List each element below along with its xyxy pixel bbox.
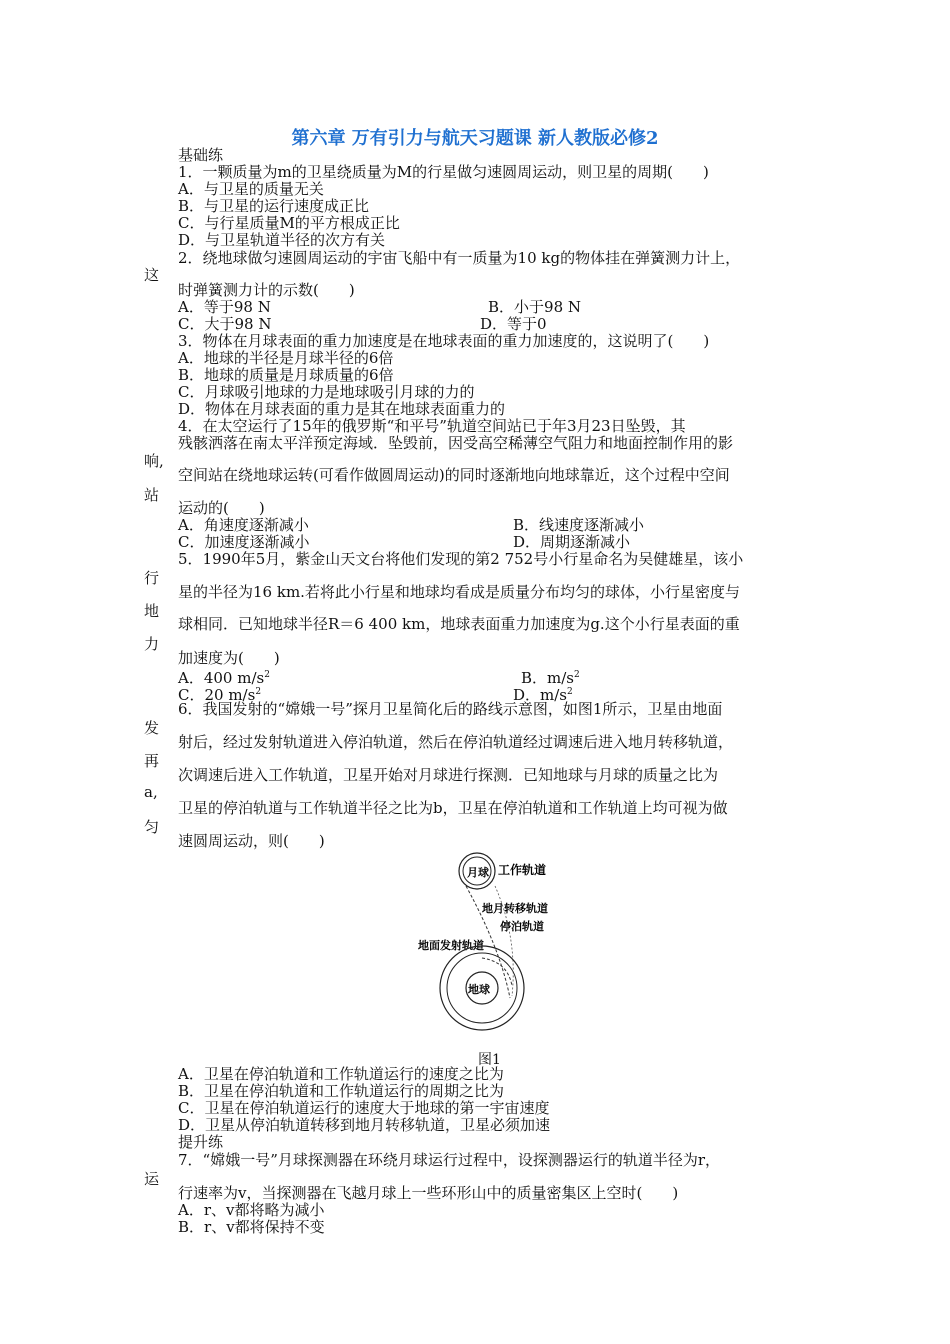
- q5-stem-line4: 加速度为( ): [178, 649, 280, 667]
- q1-option-d: D．与卫星轨道半径的次方有关: [178, 231, 386, 249]
- q6-option-d: D．卫星从停泊轨道转移到地月转移轨道，卫星必须加速: [178, 1116, 551, 1134]
- q5-stem-line3: 球相同．已知地球半径R＝6 400 km，地球表面重力加速度为g.这个小行星表面的重: [178, 615, 740, 633]
- orbit-diagram: [400, 848, 580, 1048]
- q6-stem-line2: 射后，经过发射轨道进入停泊轨道，然后在停泊轨道经过调速后进入地月转移轨道，: [178, 733, 734, 751]
- q5-option-c: C．20 $m/s^2$: [178, 686, 262, 704]
- q4-stem-line4: 运动的( ): [178, 499, 265, 517]
- margin-char: 匀: [144, 818, 160, 836]
- q4-option-c: C．加速度逐渐减小: [178, 533, 310, 551]
- margin-char: a,: [144, 783, 158, 801]
- work-orbit-label: 工作轨道: [498, 863, 547, 877]
- q6-option-c: C．卫星在停泊轨道运行的速度大于地球的第一宇宙速度: [178, 1099, 550, 1117]
- figure-caption: 图1: [478, 1052, 501, 1068]
- q1-stem: 1．一颗质量为m的卫星绕质量为M的行星做匀速圆周运动，则卫星的周期( ): [178, 163, 709, 181]
- q3-option-c: C．月球吸引地球的力是地球吸引月球的力的: [178, 383, 475, 401]
- margin-char: 行: [144, 569, 160, 587]
- margin-char: 再: [144, 752, 160, 770]
- parking-orbit-label: 停泊轨道: [500, 920, 544, 933]
- q7-option-a: A．r、v都将略为减小: [178, 1201, 325, 1219]
- q4-stem-line1: 4．在太空运行了15年的俄罗斯“和平号”轨道空间站已于年3月23日坠毁，其: [178, 417, 686, 435]
- margin-char: 发: [144, 719, 160, 737]
- q1-option-c: C．与行星质量M的平方根成正比: [178, 214, 400, 232]
- q4-stem-line2: 残骸洒落在南太平洋预定海域．坠毁前，因受高空稀薄空气阻力和地面控制作用的影: [178, 434, 734, 452]
- margin-char: 力: [144, 635, 160, 653]
- q2-stem-line2: 时弹簧测力计的示数( ): [178, 281, 355, 299]
- q2-option-d: D．等于0: [480, 315, 547, 333]
- margin-char: 这: [144, 266, 160, 284]
- q6-stem-line5: 速圆周运动，则( ): [178, 832, 325, 850]
- transfer-orbit-label: 地月转移轨道: [482, 902, 548, 915]
- q6-option-b: B．卫星在停泊轨道和工作轨道运行的周期之比为: [178, 1082, 505, 1100]
- q5-stem-line1: 5．1990年5月，紫金山天文台将他们发现的第2 752号小行星命名为吴健雄星，该小: [178, 550, 744, 568]
- q6-stem-line1: 6．我国发射的“嫦娥一号”探月卫星简化后的路线示意图，如图1所示，卫星由地面: [178, 700, 723, 718]
- q3-option-d: D．物体在月球表面的重力是其在地球表面重力的: [178, 400, 506, 418]
- earth-label: 地球: [468, 983, 490, 996]
- q7-stem-line2: 行速率为v，当探测器在飞越月球上一些环形山中的质量密集区上空时( ): [178, 1184, 679, 1202]
- q7-stem-line1: 7．“嫦娥一号”月球探测器在环绕月球运行过程中，设探测器运行的轨道半径为r，: [178, 1151, 721, 1169]
- margin-char: 运: [144, 1170, 160, 1188]
- q5-option-d: D．$m/s^2$: [513, 686, 573, 704]
- q2-option-b: B．小于98 N: [488, 298, 582, 316]
- q6-option-a: A．卫星在停泊轨道和工作轨道运行的速度之比为: [178, 1065, 504, 1083]
- q6-stem-line4: 卫星的停泊轨道与工作轨道半径之比为b，卫星在停泊轨道和工作轨道上均可视为做: [178, 799, 728, 817]
- q2-option-c: C．大于98 N: [178, 315, 272, 333]
- q3-stem: 3．物体在月球表面的重力加速度是在地球表面的重力加速度的，这说明了( ): [178, 332, 710, 350]
- section-basic: 基础练: [178, 146, 224, 164]
- q2-option-a: A．等于98 N: [178, 298, 271, 316]
- q3-option-a: A．地球的半径是月球半径的6倍: [178, 349, 394, 367]
- q6-stem-line3: 次调速后进入工作轨道，卫星开始对月球进行探测．已知地球与月球的质量之比为: [178, 766, 719, 784]
- q1-option-a: A．与卫星的质量无关: [178, 180, 324, 198]
- launch-orbit-label: 地面发射轨道: [418, 939, 484, 952]
- q1-option-b: B．与卫星的运行速度成正比: [178, 197, 370, 215]
- q5-option-a: A．400 $m/s^2$: [178, 669, 270, 687]
- q4-option-b: B．线速度逐渐减小: [513, 516, 645, 534]
- q4-stem-line3: 空间站在绕地球运转(可看作做圆周运动)的同时逐渐地向地球靠近，这个过程中空间: [178, 466, 730, 484]
- margin-char: 响,: [144, 452, 164, 470]
- q4-option-d: D．周期逐渐减小: [513, 533, 631, 551]
- q3-option-b: B．地球的质量是月球质量的6倍: [178, 366, 394, 384]
- moon-label: 月球: [467, 866, 489, 879]
- q5-stem-line2: 星的半径为16 km.若将此小行星和地球均看成是质量分布均匀的球体，小行星密度与: [178, 583, 740, 601]
- q5-option-b: B．$m/s^2$: [521, 669, 580, 687]
- section-advanced: 提升练: [178, 1133, 224, 1151]
- q7-option-b: B．r、v都将保持不变: [178, 1218, 325, 1236]
- q4-option-a: A．角速度逐渐减小: [178, 516, 309, 534]
- q2-stem-line1: 2．绕地球做匀速圆周运动的宇宙飞船中有一质量为10 kg的物体挂在弹簧测力计上，: [178, 249, 741, 267]
- document-title: 第六章 万有引力与航天习题课 新人教版必修2: [291, 128, 659, 149]
- margin-char: 地: [144, 602, 160, 620]
- margin-char: 站: [144, 486, 160, 504]
